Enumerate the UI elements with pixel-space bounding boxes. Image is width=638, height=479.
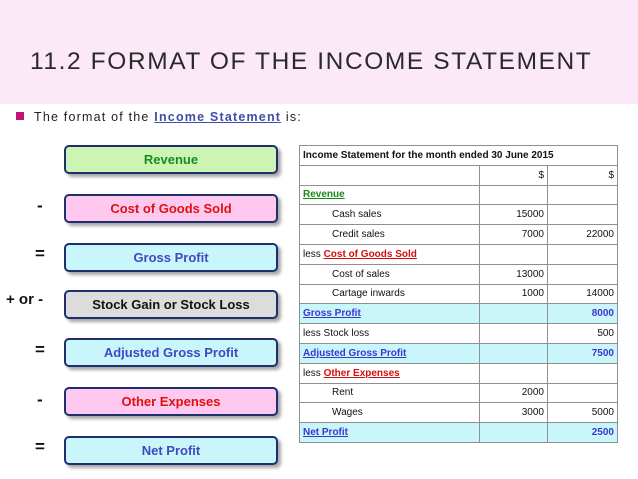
total-cogs-value: 14000 <box>548 284 618 304</box>
less-word: less <box>303 248 321 260</box>
gross-profit-box: Gross Profit <box>64 243 278 272</box>
credit-sales-value: 7000 <box>480 225 548 245</box>
other-expenses-box: Other Expenses <box>64 387 278 416</box>
table-row <box>300 185 618 205</box>
cost-of-sales-value: 13000 <box>480 264 548 284</box>
total-expenses-value: 5000 <box>548 403 618 423</box>
subtitle <box>16 110 302 124</box>
table-row <box>300 383 618 403</box>
table-row <box>300 205 618 225</box>
other-expenses-label: Other Expenses <box>323 367 400 379</box>
table-row <box>300 165 618 185</box>
column-header: $ <box>480 165 548 185</box>
table-row <box>300 304 618 324</box>
stock-loss-value: 500 <box>548 324 618 344</box>
equals-operator: = <box>35 437 45 456</box>
stock-loss-label: less Stock loss <box>300 324 480 344</box>
table-row <box>300 343 618 363</box>
column-header: $ <box>548 165 618 185</box>
table-row <box>300 244 618 264</box>
equals-operator: = <box>35 340 45 359</box>
cartage-label: Cartage inwards <box>300 284 480 304</box>
less-word: less <box>303 367 321 379</box>
table-row <box>300 264 618 284</box>
table-row <box>300 403 618 423</box>
gross-profit-value: 8000 <box>548 304 618 324</box>
adjusted-gross-profit-label: Adjusted Gross Profit <box>303 347 407 359</box>
table-row <box>300 146 618 166</box>
cash-sales-value: 15000 <box>480 205 548 225</box>
table-row <box>300 363 618 383</box>
net-profit-box: Net Profit <box>64 436 278 465</box>
rent-value: 2000 <box>480 383 548 403</box>
adjusted-gross-profit-value: 7500 <box>548 343 618 363</box>
credit-sales-label: Credit sales <box>300 225 480 245</box>
cogs-box: Cost of Goods Sold <box>64 194 278 223</box>
bullet-icon <box>16 112 24 120</box>
cash-sales-label: Cash sales <box>300 205 480 225</box>
adjusted-gross-profit-box: Adjusted Gross Profit <box>64 338 278 367</box>
statement-heading: Income Statement for the month ended 30 June 2015 <box>300 146 618 166</box>
cost-of-sales-label: Cost of sales <box>300 264 480 284</box>
stock-gain-loss-box: Stock Gain or Stock Loss <box>64 290 278 319</box>
slide-title: 11.2 FORMAT OF THE INCOME STATEMENT <box>30 48 593 75</box>
table-row <box>300 324 618 344</box>
cartage-value: 1000 <box>480 284 548 304</box>
income-statement-table <box>299 145 618 443</box>
gross-profit-label: Gross Profit <box>303 308 361 320</box>
subtitle-prefix: The format of the <box>34 110 150 124</box>
net-profit-label: Net Profit <box>303 427 348 439</box>
plus-or-minus-operator: + or - <box>6 291 44 308</box>
table-row <box>300 284 618 304</box>
equals-operator: = <box>35 244 45 263</box>
rent-label: Rent <box>300 383 480 403</box>
revenue-label: Revenue <box>303 189 345 201</box>
minus-operator: - <box>37 196 43 215</box>
revenue-box: Revenue <box>64 145 278 174</box>
cogs-label: Cost of Goods Sold <box>323 248 417 260</box>
table-row <box>300 225 618 245</box>
wages-label: Wages <box>300 403 480 423</box>
total-sales-value: 22000 <box>548 225 618 245</box>
wages-value: 3000 <box>480 403 548 423</box>
subtitle-suffix: is: <box>285 110 302 124</box>
table-row <box>300 423 618 443</box>
net-profit-value: 2500 <box>548 423 618 443</box>
minus-operator: - <box>37 390 43 409</box>
income-statement-link[interactable]: Income Statement <box>154 110 282 124</box>
